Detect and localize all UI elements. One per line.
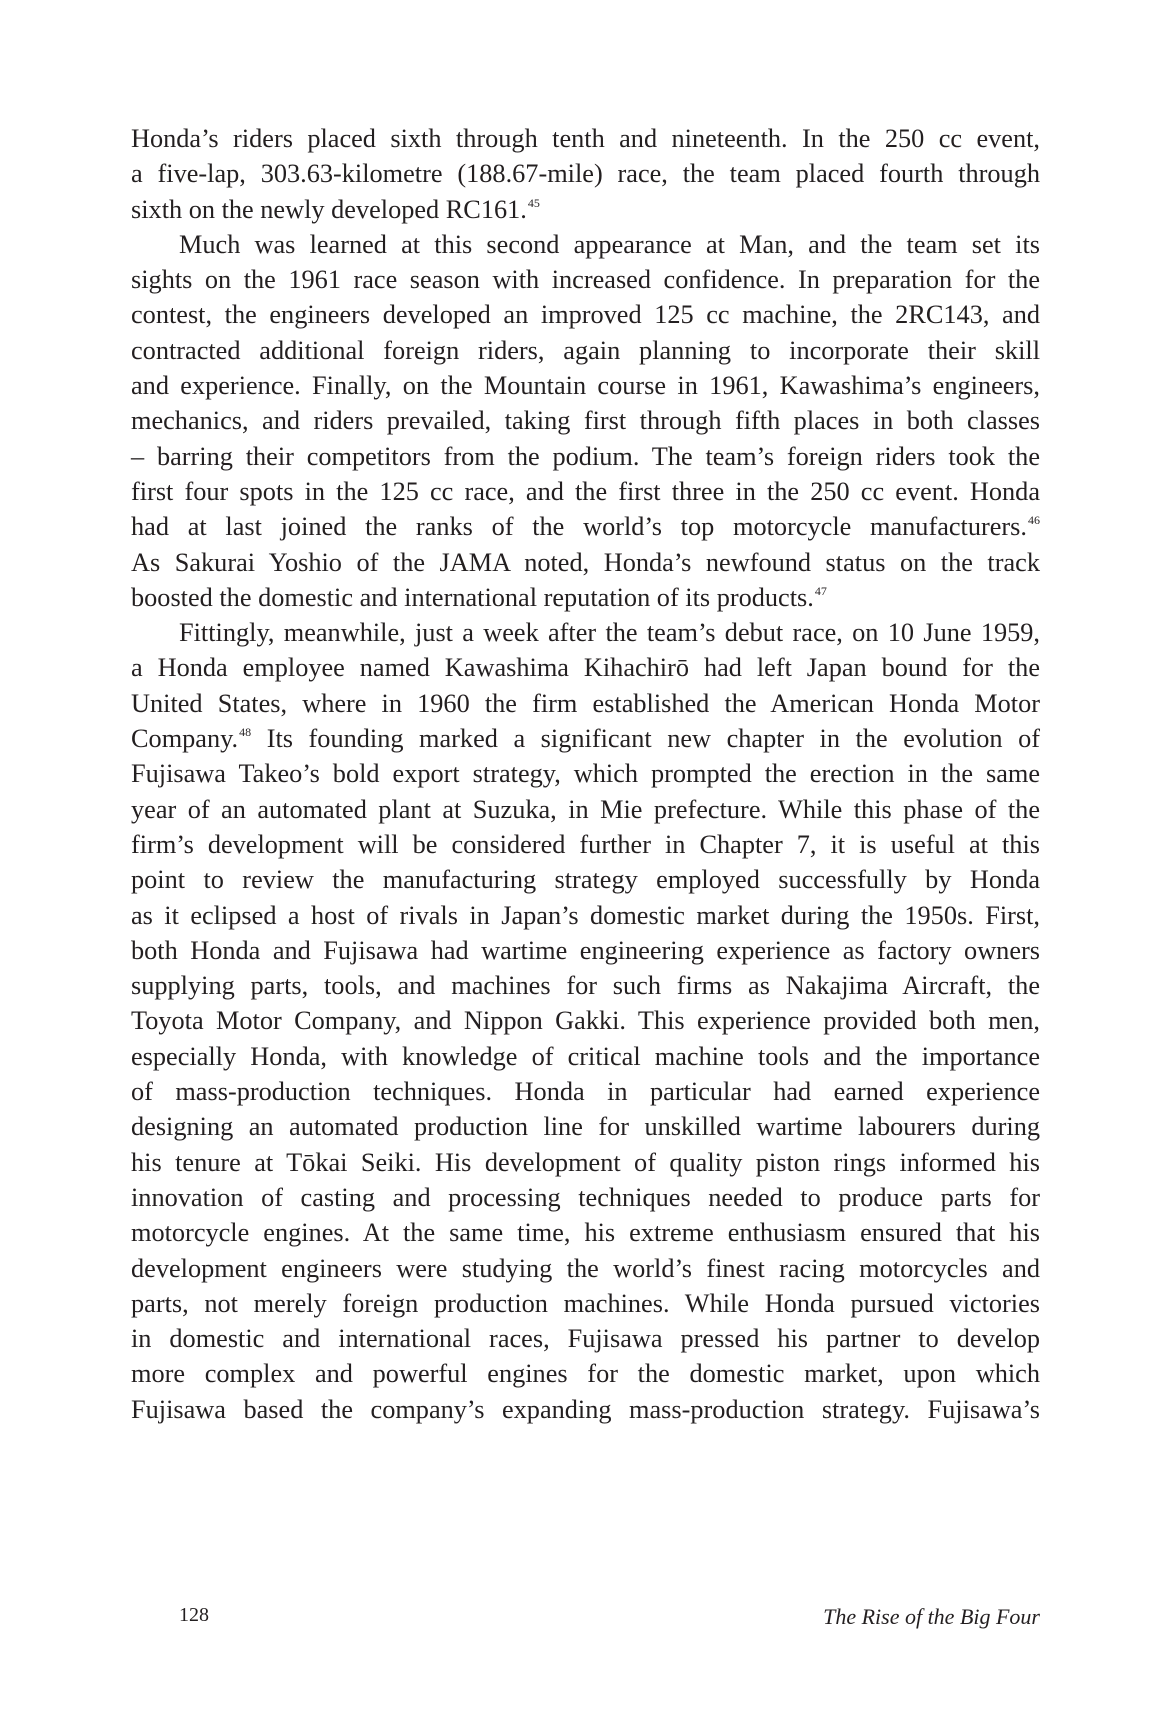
text-line: as it eclipsed a host of rivals in Japan’s domestic market during the 1950s. First, [131, 900, 1040, 930]
footnote-ref[interactable]: 48 [239, 725, 252, 740]
text-line: firm’s development will be considered further in Chapter 7, it is useful at this [131, 829, 1040, 859]
text-line: designing an automated production line for unskilled wartime labourers during [131, 1112, 1040, 1142]
text-line: Fittingly, meanwhile, just a week after the team’s debut race, on 10 June 1959, [179, 618, 1040, 648]
page-number: 128 [179, 1604, 209, 1626]
text-line: year of an automated plant at Suzuka, in Mie prefecture. While this phase of the [131, 794, 1040, 824]
text-line: more complex and powerful engines for the domestic market, upon which [131, 1359, 1040, 1389]
text-line: parts, not merely foreign production machines. While Honda pursued victories [131, 1288, 1040, 1318]
paragraph [131, 227, 1040, 615]
page-footer [131, 1604, 1040, 1634]
text-line: first four spots in the 125 cc race, and the first three in the 250 cc event. Honda [131, 476, 1040, 506]
body-text [131, 121, 1040, 1427]
text-line: in domestic and international races, Fujisawa pressed his partner to develop [131, 1324, 1040, 1354]
footnote-ref[interactable]: 47 [814, 583, 827, 598]
text-line: Much was learned at this second appearance at Man, and the team set its [179, 229, 1040, 259]
text-line: both Honda and Fujisawa had wartime engineering experience as factory owners [131, 935, 1040, 965]
text-line: innovation of casting and processing techniques needed to produce parts for [131, 1182, 1040, 1212]
text-line: Fujisawa based the company’s expanding mass-production strategy. Fujisawa’s [131, 1394, 1040, 1424]
text-line: Toyota Motor Company, and Nippon Gakki. This experience provided both men, [131, 1006, 1040, 1036]
text-line: had at last joined the ranks of the world’s top motorcycle manufacturers.$^{46}$ [131, 512, 1040, 542]
text-line: sixth on the newly developed RC161.45 [131, 194, 540, 224]
text-line: contracted additional foreign riders, again planning to incorporate their skill [131, 335, 1040, 365]
text-line: and experience. Finally, on the Mountain course in 1961, Kawashima’s engineers, [131, 371, 1040, 401]
text-line: supplying parts, tools, and machines for such firms as Nakajima Aircraft, the [131, 971, 1040, 1001]
text-line: sights on the 1961 race season with increased confidence. In preparation for the [131, 265, 1040, 295]
text-line: point to review the manufacturing strategy employed successfully by Honda [131, 865, 1040, 895]
footnote-ref[interactable]: 45 [527, 195, 540, 210]
footnote-ref[interactable]: 46 [1028, 513, 1040, 528]
text-line: Company.$^{48}$ Its founding marked a significant new chapter in the evolution of [131, 724, 1040, 754]
text-line: a five-lap, 303.63-kilometre (188.67-mile) race, the team placed fourth through [131, 159, 1040, 189]
text-line: a Honda employee named Kawashima Kihachirō had left Japan bound for the [131, 653, 1040, 683]
text-line: boosted the domestic and international reputation of its products.$^{47}$ [131, 582, 827, 612]
text-line: his tenure at Tōkai Seiki. His development of quality piston rings informed his [131, 1147, 1040, 1177]
text-line: development engineers were studying the world’s finest racing motorcycles and [131, 1253, 1040, 1283]
text-line: Honda’s riders placed sixth through tenth and nineteenth. In the 250 cc event, [131, 124, 1040, 153]
text-line: Fujisawa Takeo’s bold export strategy, which prompted the erection in the same [131, 759, 1040, 789]
running-head: The Rise of the Big Four [823, 1604, 1040, 1629]
text-line: United States, where in 1960 the firm established the American Honda Motor [131, 688, 1040, 718]
text-line: contest, the engineers developed an improved 125 cc machine, the 2RC143, and [131, 300, 1040, 330]
paragraph [131, 615, 1040, 1427]
text-line: of mass-production techniques. Honda in particular had earned experience [131, 1077, 1040, 1107]
paragraph [131, 121, 1040, 227]
text-line: – barring their competitors from the podium. The team’s foreign riders took the [131, 441, 1040, 471]
text-line: especially Honda, with knowledge of critical machine tools and the importance [131, 1041, 1040, 1071]
text-line: motorcycle engines. At the same time, his extreme enthusiasm ensured that his [131, 1218, 1040, 1248]
text-line: As Sakurai Yoshio of the JAMA noted, Honda’s newfound status on the track [131, 547, 1040, 577]
text-line: mechanics, and riders prevailed, taking first through fifth places in both classes [131, 406, 1040, 436]
